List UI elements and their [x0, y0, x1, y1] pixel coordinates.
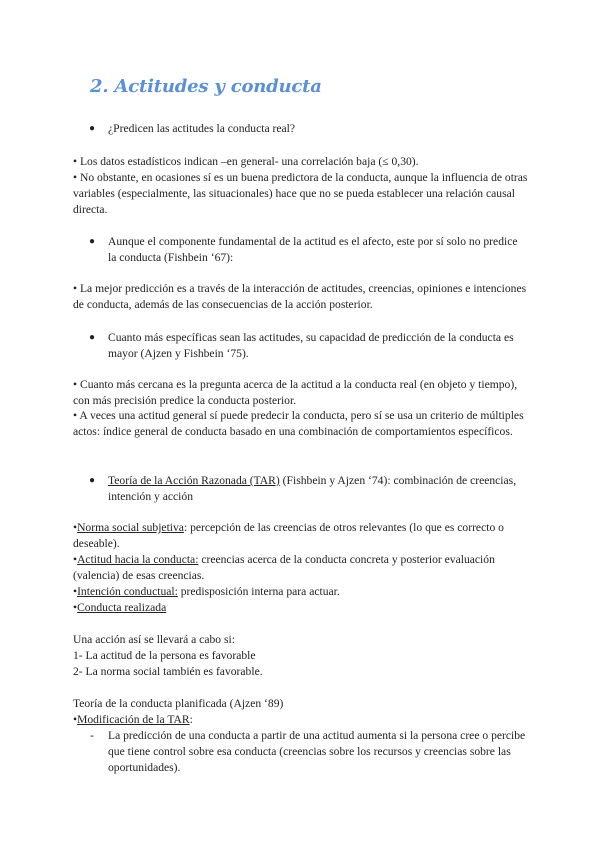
- section-heading: 2. Actitudes y conducta: [90, 76, 322, 97]
- component-term: Actitud hacia la conducta:: [77, 553, 199, 566]
- paragraph-general-attitude: • A veces una actitud general sí puede predecir la conducta, pero sí se usa un criterio de múltiples actos: índice general de conducta basado en una combinación de comportamientos específicos.: [73, 409, 524, 438]
- condition-1: 1- La actitud de la persona es favorable: [73, 649, 256, 662]
- component-bullet: •: [73, 601, 78, 614]
- component-term: Norma social subjetiva: [77, 521, 184, 534]
- tcp-title: Teoría de la conducta planificada (Ajzen ‘89): [73, 697, 284, 710]
- bullet-icon: ●: [89, 332, 96, 343]
- bullet-icon: ●: [89, 475, 96, 486]
- paragraph-stats: • Los datos estadísticos indican –en general- una correlación baja (≤ 0,30).: [73, 155, 419, 168]
- paragraph-predictor: • No obstante, en ocasiones sí es un buena predictora de la conducta, aunque la influencia de otras variables (especialmente, las situacionales) hace que no se pueda establecer una relación causal directa.: [73, 171, 528, 216]
- component-desc: : percepción de las creencias de otros relevantes (lo que es correcto o deseable).: [73, 521, 504, 550]
- question-2: Aunque el componente fundamental de la actitud es el afecto, este por sí solo no predice la conducta (Fishbein ‘67):: [108, 235, 518, 264]
- component-conducta: [73, 600, 533, 616]
- paragraph-closeness: • Cuanto más cercana es la pregunta acerca de la actitud a la conducta real (en objeto y tiempo), con más precisión predice la conducta posterior.: [73, 378, 518, 407]
- conditions-intro: Una acción así se llevará a cabo si:: [73, 633, 235, 646]
- component-term: Conducta realizada: [77, 601, 167, 614]
- bullet-icon: ●: [89, 236, 96, 247]
- question-1: ¿Predicen las actitudes la conducta real?: [108, 122, 296, 135]
- component-intencion: [73, 584, 533, 600]
- component-actitud: [73, 552, 533, 584]
- component-desc: creencias acerca de la conducta concreta y posterior evaluación (valencia) de esas creencias.: [73, 553, 495, 582]
- mod-term: Modificación de la TAR: [77, 713, 190, 726]
- tar-item: [108, 473, 528, 505]
- component-bullet: •: [73, 521, 78, 534]
- component-norma: [73, 520, 533, 552]
- condition-2: 2- La norma social también es favorable.: [73, 665, 263, 678]
- component-term: Intención conductual:: [77, 585, 178, 598]
- tar-modification: [73, 712, 533, 728]
- tar-description: (Fishbein y Ajzen ‘74): combinación de creencias, intención y acción: [108, 474, 517, 503]
- component-desc: predisposición interna para actuar.: [177, 585, 340, 598]
- component-bullet: •: [73, 585, 78, 598]
- question-3: Cuanto más específicas sean las actitudes, su capacidad de predicción de la conducta es mayor (Ajzen y Fishbein ‘75).: [108, 331, 514, 360]
- paragraph-best-prediction: • La mejor predicción es a través de la interacción de actitudes, creencias, opiniones e intenciones de conducta, además de las consecuencias de la acción posterior.: [73, 282, 527, 311]
- mod-bullet: •: [73, 713, 78, 726]
- tar-title: Teoría de la Acción Razonada (TAR): [108, 474, 280, 487]
- bullet-icon: ●: [89, 123, 96, 134]
- component-bullet: •: [73, 553, 78, 566]
- mod-desc: :: [189, 713, 193, 726]
- dash-icon: -: [90, 729, 94, 742]
- modification-detail: La predicción de una conducta a partir de una actitud aumenta si la persona cree o percibe que tiene control sobre esa conducta (creencias sobre los recursos y creencias sobre las oportunidades).: [108, 729, 526, 774]
